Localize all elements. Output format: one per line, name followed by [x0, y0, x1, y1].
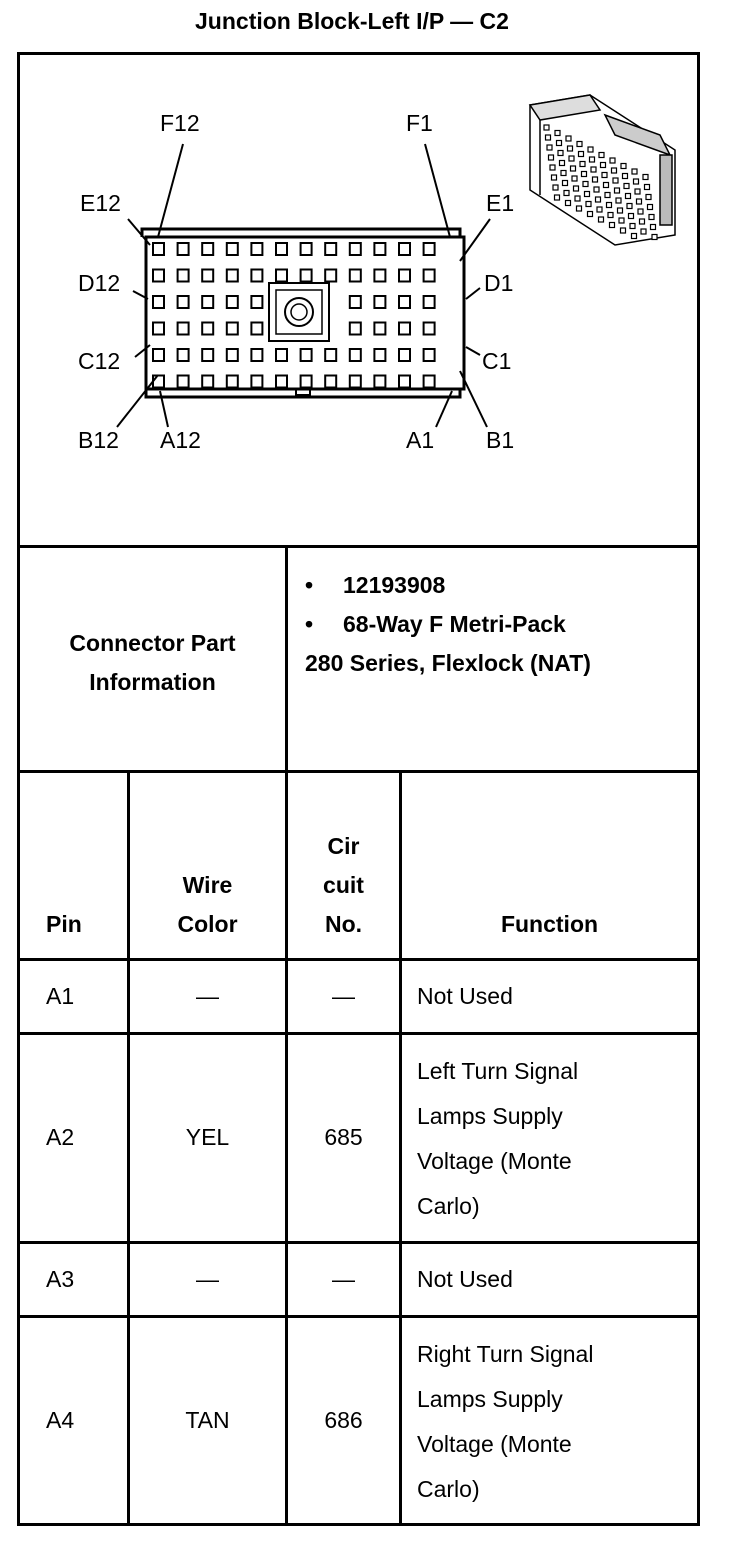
thumbnail-cavity — [558, 151, 563, 156]
thumbnail-cavity — [574, 186, 579, 191]
pin-cavity — [227, 323, 238, 335]
thumbnail-cavity — [646, 195, 651, 200]
pin-cavity — [202, 376, 213, 388]
pin-cavity — [153, 323, 164, 335]
pin-cavity — [350, 296, 361, 308]
thumbnail-cavity — [597, 207, 602, 212]
thumbnail-cavity — [596, 197, 601, 202]
thumbnail-cavity — [643, 175, 648, 180]
thumbnail-cavity — [604, 183, 609, 188]
header-pin: Pin — [46, 911, 82, 937]
pin-cavity — [153, 376, 164, 388]
cell-wire-color: — — [196, 983, 219, 1009]
cell-circuit: — — [332, 983, 355, 1009]
thumbnail-cavity — [561, 171, 566, 176]
thumbnail-cavity — [588, 147, 593, 152]
divider-row-2 — [17, 1241, 700, 1244]
pin-cavity — [325, 376, 336, 388]
pin-cavity — [374, 296, 385, 308]
pin-cavity — [424, 376, 435, 388]
pin-cavity — [301, 349, 312, 361]
cell-pin: A4 — [46, 1407, 75, 1433]
pin-cavity — [178, 323, 189, 335]
thumbnail-cavity — [557, 141, 562, 146]
function-line: Voltage (Monte — [417, 1148, 572, 1174]
info-item — [305, 605, 591, 644]
pin-label-b12: B12 — [78, 427, 119, 453]
thumbnail-cavity — [613, 178, 618, 183]
pin-cavity — [227, 270, 238, 282]
pin-cavity — [178, 243, 189, 255]
thumbnail-cavity — [571, 166, 576, 171]
pin-label-d12: D12 — [78, 270, 121, 296]
pin-cavity — [374, 270, 385, 282]
thumbnail-cavity — [629, 214, 634, 219]
connector-part-info-list — [305, 566, 591, 683]
connector-diagram — [20, 55, 697, 545]
pin-cavity — [202, 243, 213, 255]
pin-cavity — [153, 349, 164, 361]
thumbnail-cavity — [635, 189, 640, 194]
pin-cavity — [227, 296, 238, 308]
thumbnail-cavity — [593, 177, 598, 182]
pin-cavity — [301, 376, 312, 388]
thumbnail-cavity — [649, 215, 654, 220]
thumbnail-cavity — [648, 205, 653, 210]
thumbnail-cavity — [568, 146, 573, 151]
thumbnail-cavity — [546, 135, 551, 140]
pin-cavity — [301, 243, 312, 255]
cell-wire-color: YEL — [185, 1124, 230, 1150]
pin-cavity — [350, 270, 361, 282]
thumbnail-cavity — [591, 167, 596, 172]
thumbnail-cavity — [553, 185, 558, 190]
thumbnail-cavity — [544, 125, 549, 130]
thumbnail-cavity — [582, 172, 587, 177]
pin-cavity — [374, 323, 385, 335]
pin-cavity — [153, 296, 164, 308]
thumbnail-cavity — [638, 209, 643, 214]
cell-wire-color: — — [196, 1266, 219, 1292]
pin-cavity — [202, 296, 213, 308]
thumbnail-cavity — [599, 217, 604, 222]
pin-cavity — [251, 296, 262, 308]
thumbnail-cavity — [549, 155, 554, 160]
thumbnail-cavity — [555, 131, 560, 136]
pin-cavity — [325, 243, 336, 255]
pin-cavity — [374, 376, 385, 388]
thumbnail-cavity — [563, 181, 568, 186]
pin-label-d1: D1 — [484, 270, 514, 296]
divider-header — [17, 958, 700, 961]
pin-cavity — [227, 243, 238, 255]
pin-label-f12: F12 — [160, 110, 200, 136]
thumbnail-cavity — [618, 208, 623, 213]
thumbnail-cavity — [550, 165, 555, 170]
pin-cavity — [350, 349, 361, 361]
thumbnail-cavity — [630, 224, 635, 229]
cell-pin: A1 — [46, 983, 75, 1009]
pin-cavity — [202, 323, 213, 335]
thumbnail-cavity — [572, 176, 577, 181]
thumbnail-cavity — [607, 203, 612, 208]
thumbnail-cavity — [608, 213, 613, 218]
info-item — [305, 566, 591, 605]
cell-pin: A2 — [46, 1124, 75, 1150]
cell-pin: A3 — [46, 1266, 75, 1292]
thumbnail-cavity — [634, 179, 639, 184]
pin-label-a12: A12 — [160, 427, 201, 453]
header-wire-color — [130, 866, 285, 944]
function-line: Carlo) — [417, 1476, 480, 1502]
pin-label-c1: C1 — [482, 348, 512, 374]
thumbnail-cavity — [579, 152, 584, 157]
pin-cavity — [251, 323, 262, 335]
thumbnail-cavity — [621, 164, 626, 169]
function-line: Left Turn Signal — [417, 1058, 579, 1084]
pin-label-e12: E12 — [80, 190, 121, 216]
pin-cavity — [227, 349, 238, 361]
pin-cavity — [251, 243, 262, 255]
part-number: 12193908 — [343, 572, 446, 598]
pin-label-b1: B1 — [486, 427, 515, 453]
thumbnail-cavity — [645, 185, 650, 190]
thumbnail-cavity — [632, 169, 637, 174]
header-circuit-line1: Cir — [327, 833, 360, 859]
pin-cavity — [276, 270, 287, 282]
pin-cavity — [350, 243, 361, 255]
connector-part-info-label: Connector Part Information — [69, 630, 236, 695]
function-line: Voltage (Monte — [417, 1431, 572, 1457]
header-function: Function — [500, 911, 599, 937]
thumbnail-cavity — [555, 195, 560, 200]
thumbnail-cavity — [627, 204, 632, 209]
bullet-icon: • — [305, 572, 314, 598]
function-line: Lamps Supply — [417, 1103, 563, 1129]
cell-function — [417, 1049, 578, 1229]
divider-row-1 — [17, 1032, 700, 1035]
cell-function: Not Used — [417, 1266, 513, 1292]
pin-cavity — [424, 270, 435, 282]
pin-cavity — [276, 349, 287, 361]
pin-cavity — [153, 270, 164, 282]
pin-cavity — [399, 376, 410, 388]
thumbnail-cavity — [577, 206, 582, 211]
thumbnail-cavity — [602, 173, 607, 178]
thumbnail-cavity — [566, 201, 571, 206]
pin-cavity — [399, 243, 410, 255]
thumbnail-cavity — [575, 196, 580, 201]
pin-cavity — [251, 349, 262, 361]
pin-cavity — [325, 270, 336, 282]
pin-label-a1: A1 — [406, 427, 435, 453]
pin-cavity — [399, 296, 410, 308]
cell-function: Not Used — [417, 983, 513, 1009]
pin-cavity — [424, 349, 435, 361]
thumbnail-cavity — [615, 188, 620, 193]
thumbnail-cavity — [637, 199, 642, 204]
pin-cavity — [202, 349, 213, 361]
pin-label-e1: E1 — [486, 190, 515, 216]
thumbnail-cavity — [605, 193, 610, 198]
pin-cavity — [178, 376, 189, 388]
pin-cavity — [301, 270, 312, 282]
header-circuit-line2: cuit — [323, 872, 364, 898]
pin-cavity — [424, 296, 435, 308]
pin-cavity — [178, 270, 189, 282]
thumbnail-cavity — [588, 212, 593, 217]
bullet-icon: • — [305, 611, 314, 637]
thumbnail-cavity — [626, 194, 631, 199]
header-circuit-line3: No. — [324, 911, 363, 937]
pin-cavity — [153, 243, 164, 255]
thumbnail-cavity — [552, 175, 557, 180]
pin-label-c12: C12 — [78, 348, 121, 374]
pin-cavity — [251, 270, 262, 282]
thumbnail-cavity — [641, 229, 646, 234]
function-line: Right Turn Signal — [417, 1341, 594, 1367]
thumbnail-cavity — [560, 161, 565, 166]
pin-cavity — [399, 349, 410, 361]
thumbnail-cavity — [586, 202, 591, 207]
page-title: Junction Block-Left I/P — C2 — [195, 8, 509, 34]
pin-cavity — [350, 376, 361, 388]
cell-circuit: 686 — [324, 1407, 363, 1433]
pin-cavity — [202, 270, 213, 282]
thumbnail-cavity — [651, 225, 656, 230]
pin-cavity — [399, 270, 410, 282]
pin-cavity — [276, 243, 287, 255]
pin-cavity — [424, 323, 435, 335]
cell-function — [417, 1332, 593, 1512]
header-wire-line1: Wire — [182, 872, 233, 898]
pin-cavity — [424, 243, 435, 255]
thumbnail-cavity — [632, 234, 637, 239]
pin-cavity — [227, 376, 238, 388]
pin-label-f1: F1 — [406, 110, 433, 136]
thumbnail-cavity — [566, 136, 571, 141]
header-circuit-no — [288, 827, 399, 944]
pin-cavity — [178, 349, 189, 361]
divider-info-col — [285, 545, 288, 773]
pin-cavity — [178, 296, 189, 308]
thumbnail-cavity — [624, 184, 629, 189]
thumbnail-cavity — [601, 163, 606, 168]
thumbnail-cavity — [616, 198, 621, 203]
thumbnail-cavity — [583, 182, 588, 187]
thumbnail-cavity — [619, 218, 624, 223]
thumbnail-cavity — [610, 158, 615, 163]
thumbnail-cavity — [623, 174, 628, 179]
thumbnail-cavity — [547, 145, 552, 150]
connector-3d-thumbnail — [530, 95, 675, 245]
thumbnail-cavity — [594, 187, 599, 192]
cell-circuit: — — [332, 1266, 355, 1292]
thumbnail-cavity — [564, 191, 569, 196]
header-wire-line2: Color — [177, 911, 238, 937]
thumbnail-cavity — [621, 228, 626, 233]
function-line: Lamps Supply — [417, 1386, 563, 1412]
cell-wire-color: TAN — [185, 1407, 230, 1433]
connector-series: 280 Series, Flexlock (NAT) — [305, 650, 591, 676]
cell-circuit: 685 — [324, 1124, 363, 1150]
pin-cavity — [325, 349, 336, 361]
divider-diagram — [17, 545, 700, 548]
thumbnail-cavity — [585, 192, 590, 197]
pin-cavity — [350, 323, 361, 335]
divider-info — [17, 770, 700, 773]
pin-cavity — [399, 323, 410, 335]
thumbnail-cavity — [577, 142, 582, 147]
pin-cavity — [251, 376, 262, 388]
thumbnail-cavity — [612, 168, 617, 173]
pin-cavity — [374, 243, 385, 255]
divider-col-circuit — [399, 770, 402, 1526]
thumbnail-cavity — [599, 153, 604, 158]
divider-row-3 — [17, 1315, 700, 1318]
thumbnail-cavity — [652, 235, 657, 240]
thumbnail-cavity — [590, 157, 595, 162]
pin-cavity — [276, 376, 287, 388]
thumbnail-cavity — [569, 156, 574, 161]
pin-cavity — [374, 349, 385, 361]
thumbnail-cavity — [640, 219, 645, 224]
connector-type: 68-Way F Metri-Pack — [343, 611, 566, 637]
thumbnail-cavity — [610, 223, 615, 228]
thumbnail-cavity — [580, 162, 585, 167]
connector-face-drawing — [20, 55, 697, 545]
function-line: Carlo) — [417, 1193, 480, 1219]
